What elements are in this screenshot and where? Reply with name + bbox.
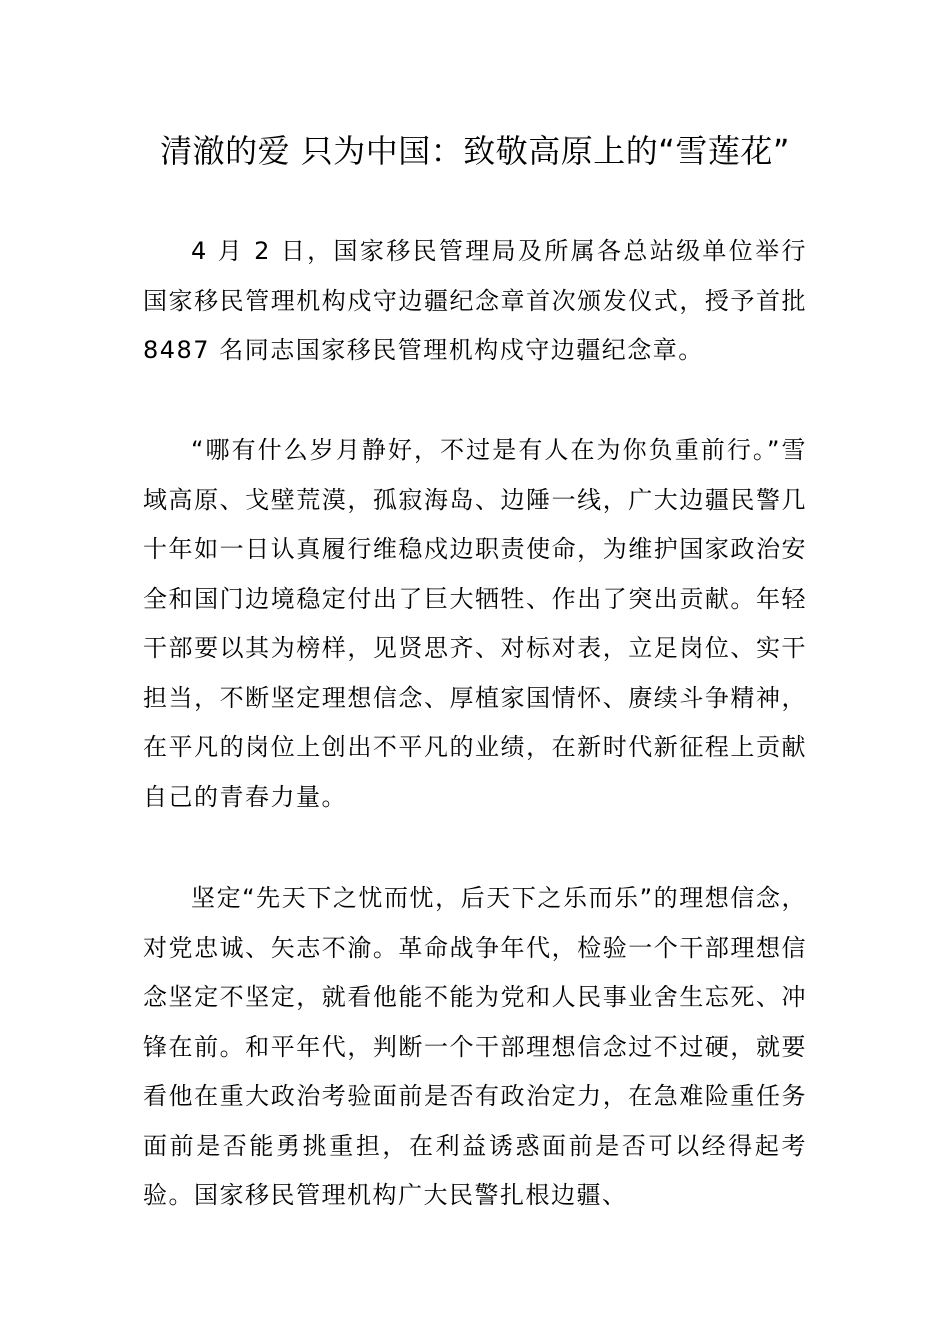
paragraph-2: “哪有什么岁月静好，不过是有人在为你负重前行。”雪域高原、戈壁荒漠，孤寂海岛、边陲一线，广大边疆民警几十年如一日认真履行维稳戍边职责使命，为维护国家政治安全和国门边境稳定付出了巨大牺牲、作出了突出贡献。年轻干部要以其为榜样，见贤思齐、对标对表，立足岗位、实干担当，不断坚定理想信念、厚植家国情怀、赓续斗争精神，在平凡的岗位上创出不平凡的业绩，在新时代新征程上贡献自己的青春力量。 bbox=[143, 436, 807, 811]
paragraph-1: 4 月 2 日，国家移民管理局及所属各总站级单位举行国家移民管理机构戍守边疆纪念章首次颁发仪式，授予首批 8487 名同志国家移民管理机构戍守边疆纪念章。 bbox=[143, 237, 807, 364]
document-title: 清澈的爱 只为中国：致敬高原上的“雪莲花” bbox=[160, 132, 790, 170]
paragraph-3: 坚定“先天下之忧而忧，后天下之乐而乐”的理想信念，对党忠诚、矢志不渝。革命战争年代，检验一个干部理想信念坚定不坚定，就看他能不能为党和人民事业舍生忘死、冲锋在前。和平年代，判断一个干部理想信念过不过硬，就要看他在重大政治考验面前是否有政治定力，在急难险重任务面前是否能勇挑重担，在利益诱惑面前是否可以经得起考验。国家移民管理机构广大民警扎根边疆、 bbox=[143, 884, 807, 1209]
